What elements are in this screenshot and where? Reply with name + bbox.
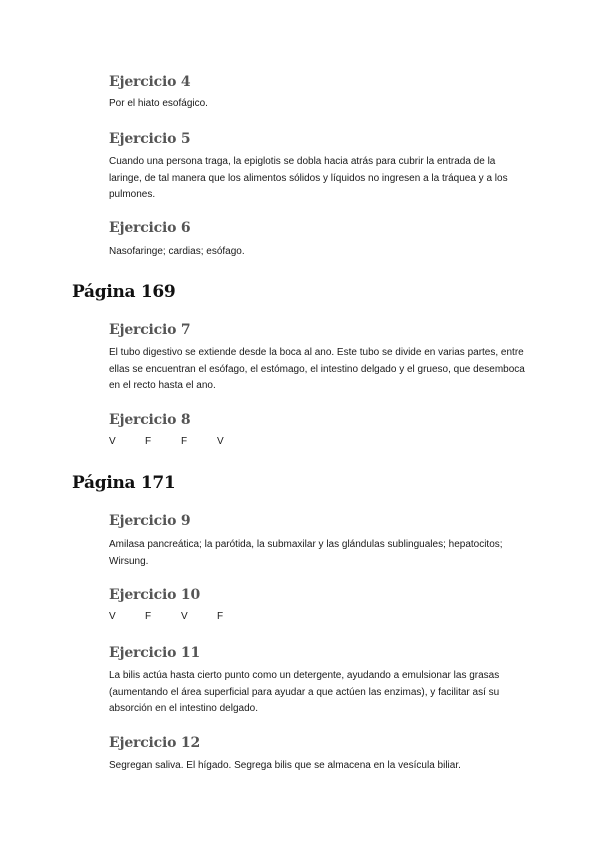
exercise-8-answer-2: F [145, 436, 152, 447]
exercise-6-answer: Nasofaringe; cardias; esófago. [109, 246, 245, 257]
exercise-10-answer-2: F [145, 611, 152, 622]
exercise-8-title: Ejercicio 8 [109, 412, 191, 428]
exercise-12-answer: Segregan saliva. El hígado. Segrega bilis que se almacena en la vesícula biliar. [109, 760, 461, 771]
exercise-5-answer: Cuando una persona traga, la epiglotis se dobla hacia atrás para cubrir la entrada de la laringe, de tal manera que los alimentos sólidos y líquidos no ingresen a la tráquea y a los pulmones. [109, 156, 508, 200]
exercise-8-answer-4: V [217, 436, 224, 447]
exercise-9-title: Ejercicio 9 [109, 513, 191, 529]
exercise-5-title: Ejercicio 5 [109, 131, 191, 147]
exercise-10-answer-4: F [217, 611, 224, 622]
exercise-4-answer: Por el hiato esofágico. [109, 98, 208, 109]
exercise-6-title: Ejercicio 6 [109, 220, 191, 236]
exercise-8-answer-3: F [181, 436, 188, 447]
exercise-10-answer-1: V [109, 611, 116, 622]
exercise-7-answer: El tubo digestivo se extiende desde la boca al ano. Este tubo se divide en varias partes, entre ellas se encuentran el esófago, el estómago, el intestino delgado y el grueso, que desemboca en el recto hasta el ano. [109, 347, 525, 391]
exercise-10-answer-3: V [181, 611, 188, 622]
exercise-8-answer-1: V [109, 436, 116, 447]
exercise-11-title: Ejercicio 11 [109, 645, 200, 661]
exercise-11-answer: La bilis actúa hasta cierto punto como un detergente, ayudando a emulsionar las grasas (aumentando el área superficial para ayudar a que actúen las enzimas), y facilitar así su absorción en el intestino delgado. [109, 670, 500, 714]
exercise-12-title: Ejercicio 12 [109, 735, 200, 751]
exercise-10-title: Ejercicio 10 [109, 587, 200, 603]
exercise-4-title: Ejercicio 4 [109, 74, 191, 90]
exercise-9-answer: Amilasa pancreática; la parótida, la submaxilar y las glándulas sublinguales; hepatocitos; Wirsung. [109, 539, 503, 567]
page-171-heading: Página 171 [72, 473, 176, 493]
page-169-heading: Página 169 [72, 282, 176, 302]
exercise-7-title: Ejercicio 7 [109, 322, 191, 338]
